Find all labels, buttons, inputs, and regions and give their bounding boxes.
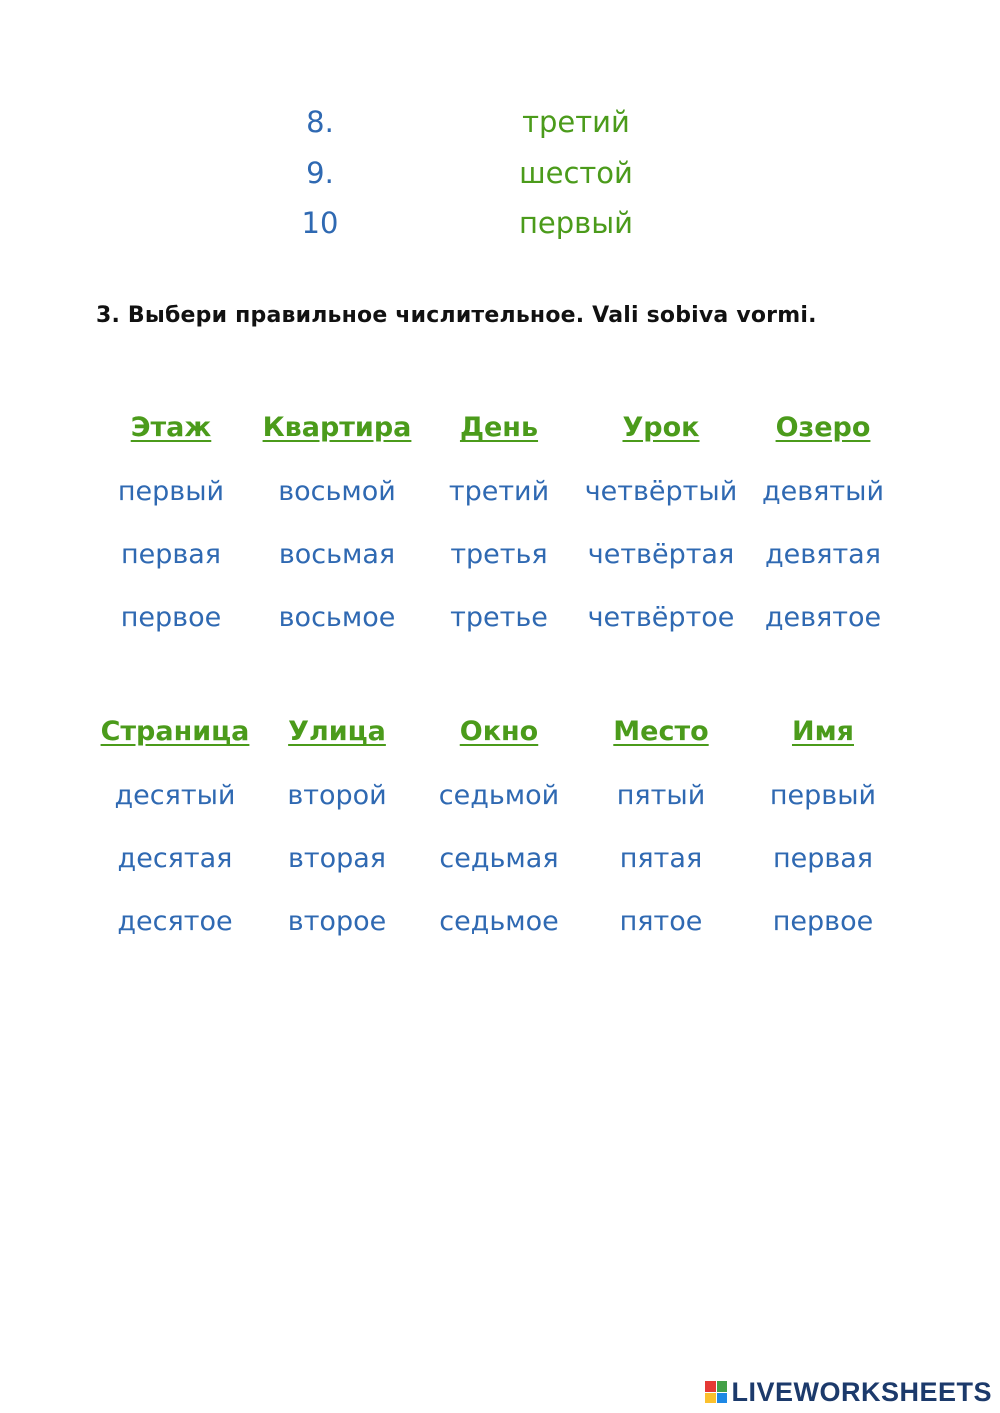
option-choice[interactable]: пятое	[619, 906, 703, 937]
option-choice[interactable]: третья	[450, 539, 548, 570]
task-title: 3. Выбери правильное числительное. Vali sobiva vormi.	[96, 303, 817, 328]
column-kvartira	[252, 408, 422, 638]
list-word-8: третий	[522, 105, 630, 139]
noun-heading: День	[459, 412, 539, 443]
option-choice[interactable]: десятый	[114, 780, 236, 811]
option-choice[interactable]: пятая	[619, 843, 703, 874]
option-choice[interactable]: восьмая	[278, 539, 396, 570]
noun-heading: Окно	[459, 716, 539, 747]
option-choice[interactable]: второй	[287, 780, 387, 811]
noun-heading: Место	[613, 716, 709, 747]
option-choice[interactable]: второе	[287, 906, 387, 937]
option-choice[interactable]: третий	[448, 476, 550, 507]
noun-heading: Имя	[791, 716, 854, 747]
list-number-8: 8.	[306, 105, 334, 139]
option-choice[interactable]: восьмое	[278, 602, 396, 633]
option-choice[interactable]: первый	[769, 780, 877, 811]
list-word-10: первый	[518, 206, 634, 240]
column-etazh	[86, 408, 256, 638]
option-choice[interactable]: восьмой	[278, 476, 396, 507]
option-choice[interactable]: четвёртый	[584, 476, 738, 507]
option-choice[interactable]: вторая	[287, 843, 387, 874]
option-choice[interactable]: девятое	[764, 602, 882, 633]
option-choice[interactable]: первое	[772, 906, 874, 937]
option-choice[interactable]: пятый	[616, 780, 706, 811]
column-ozero	[738, 408, 908, 638]
list-number-9: 9.	[306, 156, 334, 190]
option-choice[interactable]: первая	[120, 539, 222, 570]
noun-heading: Страница	[100, 716, 250, 747]
option-choice[interactable]: первый	[117, 476, 225, 507]
column-imya	[738, 712, 908, 942]
column-ulitsa	[252, 712, 422, 942]
option-choice[interactable]: четвёртое	[587, 602, 735, 633]
option-choice[interactable]: третье	[450, 602, 548, 633]
option-choice[interactable]: девятый	[761, 476, 885, 507]
list-word-9: шестой	[519, 156, 633, 190]
noun-heading: Урок	[622, 412, 700, 443]
option-choice[interactable]: седьмое	[439, 906, 559, 937]
column-urok	[576, 408, 746, 638]
option-choice[interactable]: четвёртая	[587, 539, 735, 570]
column-mesto	[576, 712, 746, 942]
column-okno	[414, 712, 584, 942]
option-choice[interactable]: первая	[772, 843, 874, 874]
option-choice[interactable]: девятая	[765, 539, 881, 570]
noun-heading: Улица	[288, 716, 386, 747]
noun-heading: Этаж	[130, 412, 212, 443]
column-den	[414, 408, 584, 638]
option-choice[interactable]: десятое	[117, 906, 233, 937]
noun-heading: Озеро	[775, 412, 871, 443]
brand-logo	[705, 1377, 992, 1407]
column-stranitsa	[90, 712, 260, 942]
list-number-10: 10	[301, 206, 339, 240]
option-choice[interactable]: первое	[120, 602, 222, 633]
noun-heading: Квартира	[262, 412, 412, 443]
option-choice[interactable]: седьмая	[439, 843, 559, 874]
option-choice[interactable]: седьмой	[438, 780, 560, 811]
brand-name: LIVEWORKSHEETS	[731, 1376, 992, 1407]
option-choice[interactable]: десятая	[117, 843, 233, 874]
logo-blocks-icon	[705, 1381, 727, 1403]
